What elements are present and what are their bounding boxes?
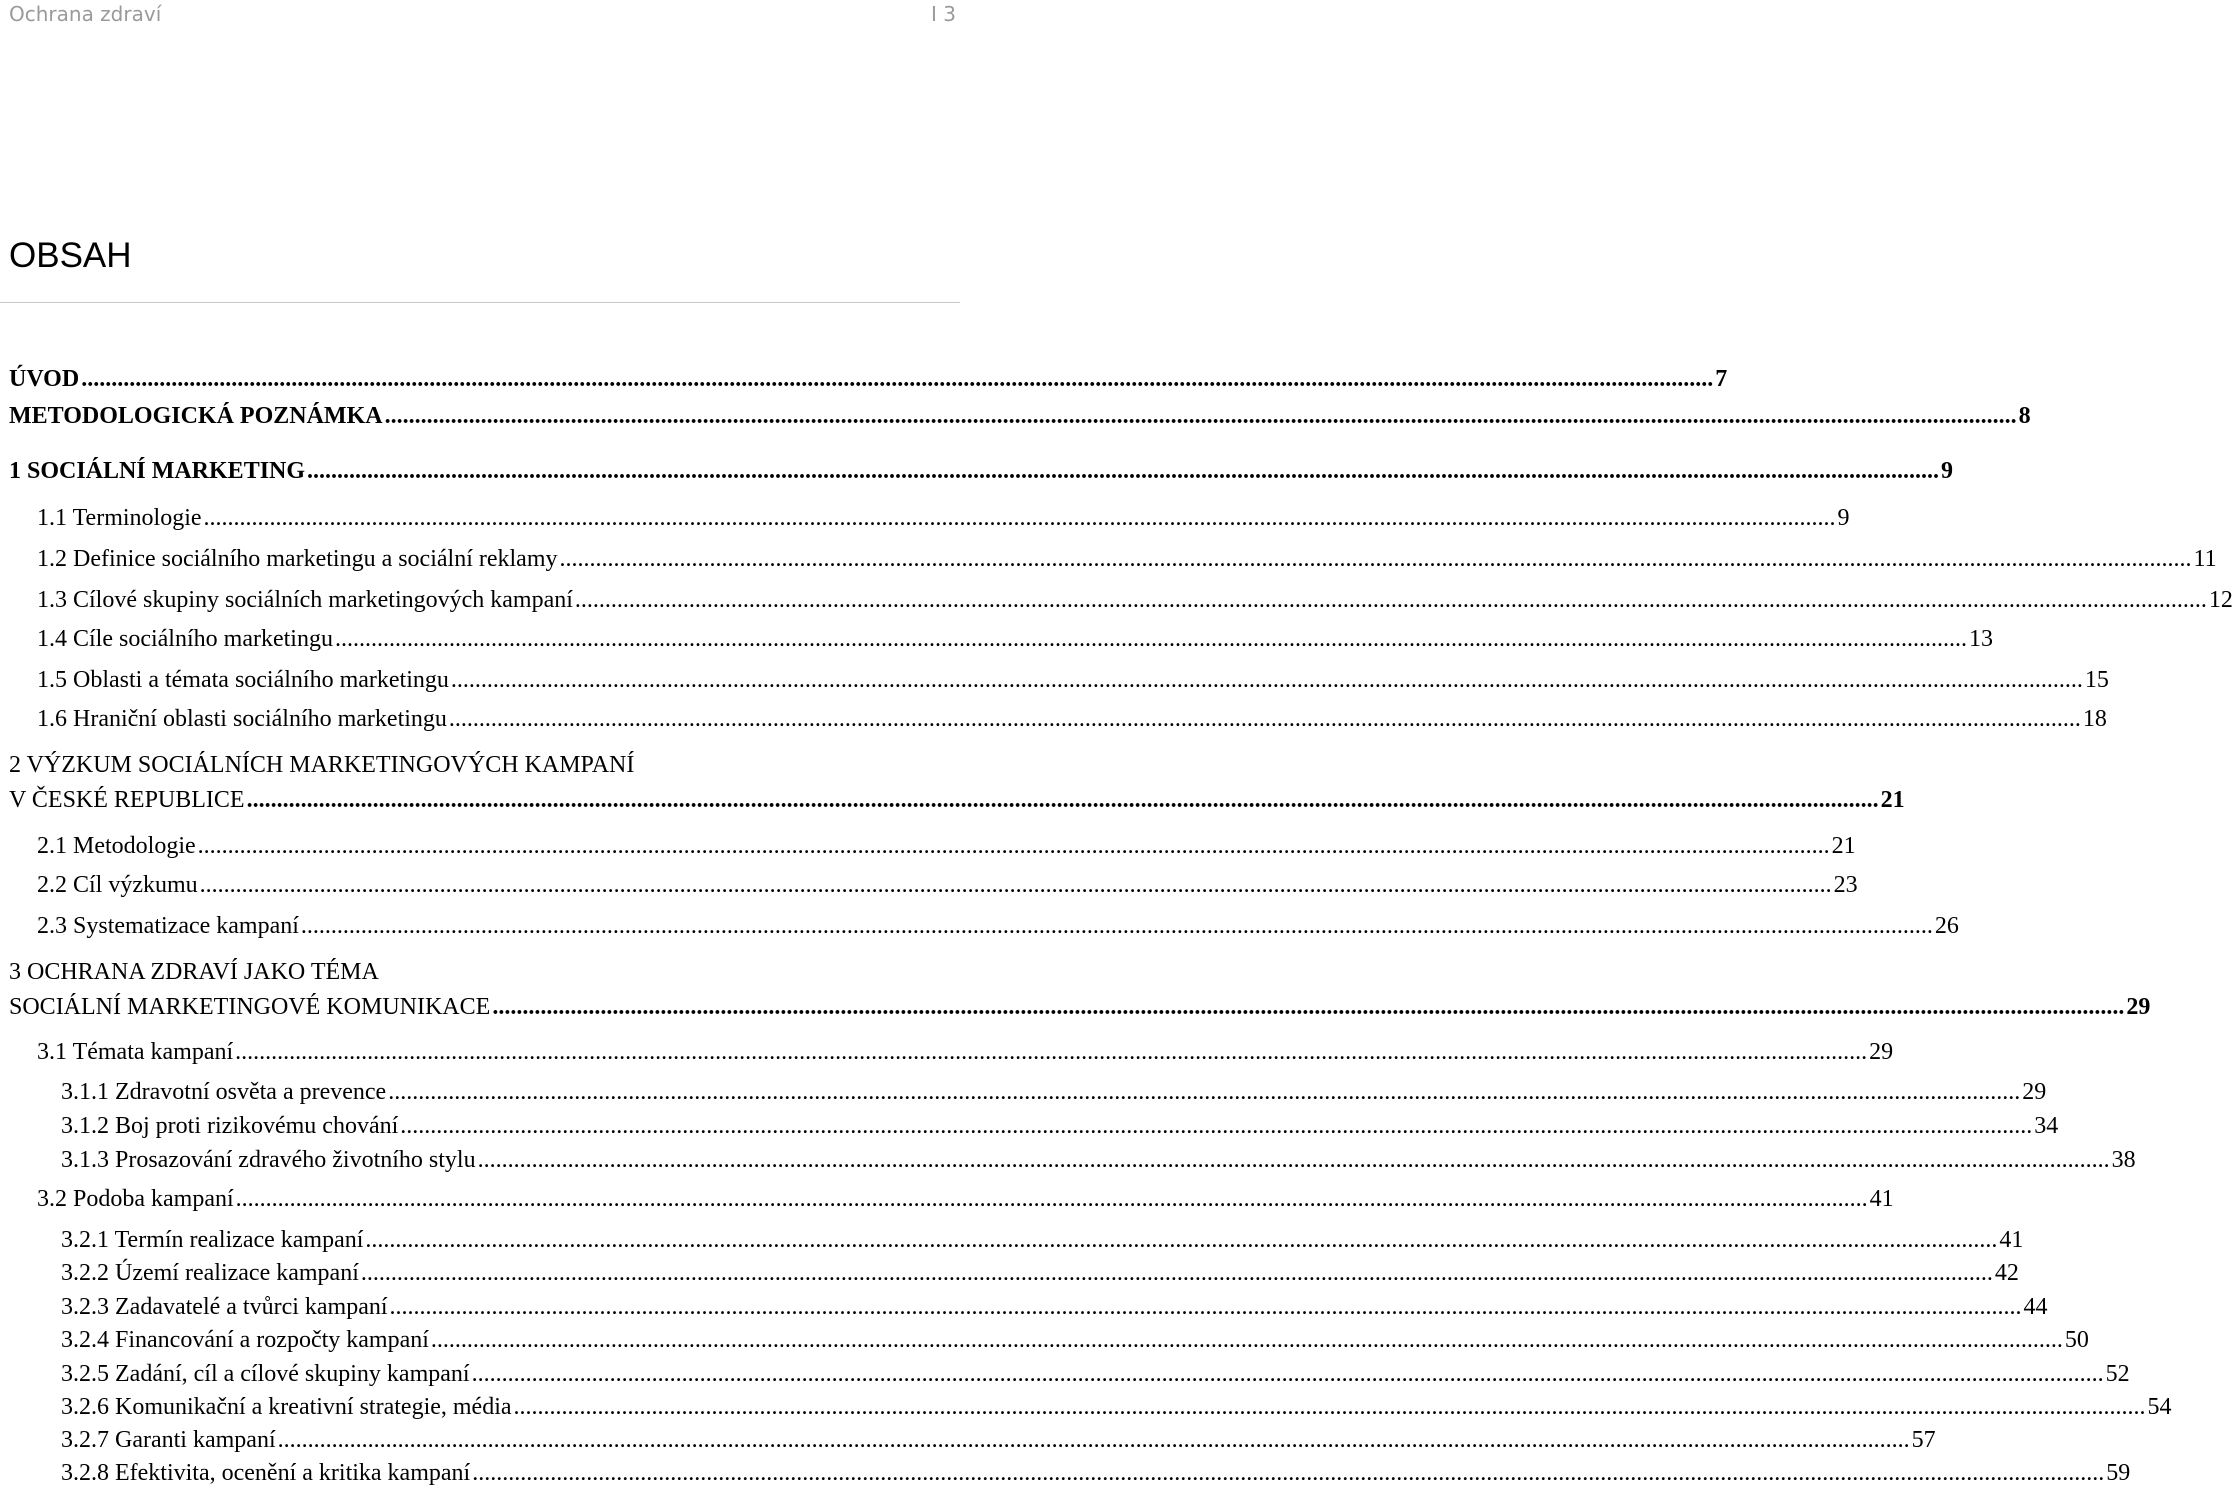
toc-entry-label: 3.2.4 Financování a rozpočty kampaní <box>61 1327 429 1353</box>
toc-entry-3-1-3[interactable] <box>0 1145 2136 1179</box>
toc-entry-label-line2: SOCIÁLNÍ MARKETINGOVÉ KOMUNIKACE <box>9 994 491 1020</box>
toc-entry-page: 41 <box>1999 1227 2024 1253</box>
toc-leader-dots: ................................................................................................................................................................................................................................................................................ <box>477 1147 2110 1173</box>
toc-leader-dots: ................................................................................................................................................................................................................................................................................ <box>448 706 2081 732</box>
running-header-page: I 3 <box>931 2 956 26</box>
toc-entry-2-3[interactable] <box>0 911 1959 945</box>
toc-entry-page: 41 <box>1869 1186 1894 1212</box>
toc-entry-chapter-1[interactable] <box>0 456 1954 490</box>
toc-entry-label: 2.2 Cíl výzkumu <box>37 872 198 898</box>
toc-entry-page: 59 <box>2106 1460 2131 1486</box>
toc-entry-page: 34 <box>2034 1113 2059 1139</box>
toc-entry-label: 3.2.6 Komunikační a kreativní strategie, média <box>61 1394 512 1420</box>
toc-leader-dots: ................................................................................................................................................................................................................................................................................ <box>365 1227 1998 1253</box>
toc-entry-page: 15 <box>2084 667 2109 693</box>
toc-entry-3-2-8[interactable] <box>0 1458 2131 1492</box>
page-header <box>0 0 960 34</box>
toc-leader-dots: ................................................................................................................................................................................................................................................................................ <box>360 1260 1993 1286</box>
title-divider <box>0 302 960 303</box>
toc-leader-dots: ................................................................................................................................................................................................................................................................................ <box>559 546 2192 572</box>
toc-entry-label: 3.2.1 Termín realizace kampaní <box>61 1227 364 1253</box>
toc-leader-dots: ................................................................................................................................................................................................................................................................................ <box>389 1294 2022 1320</box>
toc-entry-page: 52 <box>2105 1361 2130 1387</box>
toc-entry-page: 8 <box>2018 403 2031 429</box>
toc-leader-dots: ................................................................................................................................................................................................................................................................................ <box>384 403 2017 429</box>
toc-leader-dots: ................................................................................................................................................................................................................................................................................ <box>81 366 1714 392</box>
toc-entry-1-6[interactable] <box>0 704 2107 738</box>
toc-leader-dots: ................................................................................................................................................................................................................................................................................ <box>574 587 2207 613</box>
toc-leader-dots: ................................................................................................................................................................................................................................................................................ <box>307 458 1940 484</box>
toc-leader-dots: ................................................................................................................................................................................................................................................................................ <box>235 1039 1868 1065</box>
running-header-title: Ochrana zdraví <box>9 2 162 26</box>
toc-entry-label: 1.5 Oblasti a témata sociálního marketingu <box>37 667 449 693</box>
toc-entry-label-line2: V ČESKÉ REPUBLICE <box>9 787 245 813</box>
toc-entry-page: 57 <box>1911 1427 1936 1453</box>
toc-entry-page: 9 <box>1941 458 1954 484</box>
toc-leader-dots: ................................................................................................................................................................................................................................................................................ <box>197 833 1830 859</box>
toc-entry-3-1[interactable] <box>0 1037 1894 1071</box>
toc-entry-label-line1: 3 OCHRANA ZDRAVÍ JAKO TÉMA <box>9 959 379 985</box>
toc-entry-1-5[interactable] <box>0 665 2109 699</box>
toc-leader-dots: ................................................................................................................................................................................................................................................................................ <box>199 872 1832 898</box>
toc-entry-label: 2.3 Systematizace kampaní <box>37 913 299 939</box>
toc-entry-label: 3.1.3 Prosazování zdravého životního stylu <box>61 1147 476 1173</box>
toc-entry-page: 54 <box>2147 1394 2172 1420</box>
toc-entry-page: 29 <box>2126 994 2151 1020</box>
toc-entry-3-2-1[interactable] <box>0 1225 2024 1259</box>
toc-entry-page: 11 <box>2193 546 2217 572</box>
toc-leader-dots: ................................................................................................................................................................................................................................................................................ <box>430 1327 2063 1353</box>
toc-entry-page: 50 <box>2064 1327 2089 1353</box>
toc-entry-page: 18 <box>2082 706 2107 732</box>
toc-entry-page: 21 <box>1831 833 1856 859</box>
toc-entry-label: 3.1.2 Boj proti rizikovému chování <box>61 1113 399 1139</box>
toc-leader-dots: ................................................................................................................................................................................................................................................................................ <box>246 787 1879 813</box>
toc-leader-dots: ................................................................................................................................................................................................................................................................................ <box>450 667 2083 693</box>
toc-entry-label: 3.2.8 Efektivita, ocenění a kritika kampaní <box>61 1460 471 1486</box>
toc-entry-1-3[interactable] <box>0 585 2233 619</box>
toc-entry-label: 3.1.1 Zdravotní osvěta a prevence <box>61 1079 387 1105</box>
toc-entry-2-2[interactable] <box>0 870 1858 904</box>
toc-entry-label: 3.2.2 Území realizace kampaní <box>61 1260 359 1286</box>
toc-entry-label: 1.6 Hraniční oblasti sociálního marketingu <box>37 706 447 732</box>
toc-entry-label: 1.1 Terminologie <box>37 505 202 531</box>
toc-entry-page: 7 <box>1715 366 1728 392</box>
toc-entry-3-2-6[interactable] <box>0 1392 2172 1426</box>
toc-entry-label: 1.2 Definice sociálního marketingu a sociální reklamy <box>37 546 558 572</box>
toc-entry-label: 3.2 Podoba kampaní <box>37 1186 234 1212</box>
toc-leader-dots: ................................................................................................................................................................................................................................................................................ <box>277 1427 1910 1453</box>
toc-entry-page: 23 <box>1833 872 1858 898</box>
toc-entry-2-1[interactable] <box>0 831 1856 865</box>
toc-entry-label: 3.1 Témata kampaní <box>37 1039 234 1065</box>
toc-leader-dots: ................................................................................................................................................................................................................................................................................ <box>300 913 1933 939</box>
toc-entry-1-1[interactable] <box>0 503 1850 537</box>
toc-entry-3-2[interactable] <box>0 1184 1894 1218</box>
toc-entry-page: 13 <box>1968 626 1993 652</box>
toc-entry-label: 2.1 Metodologie <box>37 833 196 859</box>
toc-leader-dots: ................................................................................................................................................................................................................................................................................ <box>235 1186 1868 1212</box>
toc-entry-label-line1: 2 VÝZKUM SOCIÁLNÍCH MARKETINGOVÝCH KAMPANÍ <box>9 752 635 778</box>
toc-entry-chapter-2[interactable] <box>0 750 1905 820</box>
toc-leader-dots: ................................................................................................................................................................................................................................................................................ <box>334 626 1967 652</box>
toc-entry-chapter-3[interactable] <box>0 957 2151 1027</box>
toc-entry-label: 1.4 Cíle sociálního marketingu <box>37 626 333 652</box>
toc-entry-3-2-7[interactable] <box>0 1425 1936 1459</box>
toc-entry-3-2-5[interactable] <box>0 1359 2130 1393</box>
toc-entry-1-2[interactable] <box>0 544 2217 578</box>
toc-entry-3-1-2[interactable] <box>0 1111 2059 1145</box>
toc-entry-page: 29 <box>2022 1079 2047 1105</box>
toc-entry-page: 21 <box>1880 787 1905 813</box>
toc-entry-3-2-2[interactable] <box>0 1258 2019 1292</box>
toc-entry-page: 38 <box>2111 1147 2136 1173</box>
toc-entry-label: 1 SOCIÁLNÍ MARKETING <box>9 458 306 484</box>
toc-entry-page: 9 <box>1837 505 1850 531</box>
toc-entry-page: 42 <box>1994 1260 2019 1286</box>
toc-leader-dots: ................................................................................................................................................................................................................................................................................ <box>472 1460 2105 1486</box>
toc-entry-label: METODOLOGICKÁ POZNÁMKA <box>9 403 383 429</box>
toc-entry-3-1-1[interactable] <box>0 1077 2047 1111</box>
toc-entry-page: 12 <box>2208 587 2233 613</box>
toc-leader-dots: ................................................................................................................................................................................................................................................................................ <box>513 1394 2146 1420</box>
toc-entry-label: 3.2.5 Zadání, cíl a cílové skupiny kampaní <box>61 1361 470 1387</box>
toc-entry-1-4[interactable] <box>0 624 1993 658</box>
toc-entry-label: 1.3 Cílové skupiny sociálních marketingových kampaní <box>37 587 573 613</box>
toc-entry-page: 26 <box>1934 913 1959 939</box>
page-title: OBSAH <box>9 236 132 275</box>
toc-leader-dots: ................................................................................................................................................................................................................................................................................ <box>203 505 1836 531</box>
toc-entry-label: ÚVOD <box>9 366 80 392</box>
toc-leader-dots: ................................................................................................................................................................................................................................................................................ <box>388 1079 2021 1105</box>
toc-entry-3-2-4[interactable] <box>0 1325 2089 1359</box>
toc-entry-3-2-3[interactable] <box>0 1292 2048 1326</box>
toc-entry-uvod[interactable] <box>0 364 1728 398</box>
toc-entry-metodologicka-poznamka[interactable] <box>0 401 2031 435</box>
toc-leader-dots: ................................................................................................................................................................................................................................................................................ <box>400 1113 2033 1139</box>
toc-entry-label: 3.2.3 Zadavatelé a tvůrci kampaní <box>61 1294 388 1320</box>
toc-entry-label: 3.2.7 Garanti kampaní <box>61 1427 276 1453</box>
toc-entry-page: 44 <box>2023 1294 2048 1320</box>
toc-entry-page: 29 <box>1869 1039 1894 1065</box>
toc-leader-dots: ................................................................................................................................................................................................................................................................................ <box>492 994 2125 1020</box>
toc-leader-dots: ................................................................................................................................................................................................................................................................................ <box>471 1361 2104 1387</box>
